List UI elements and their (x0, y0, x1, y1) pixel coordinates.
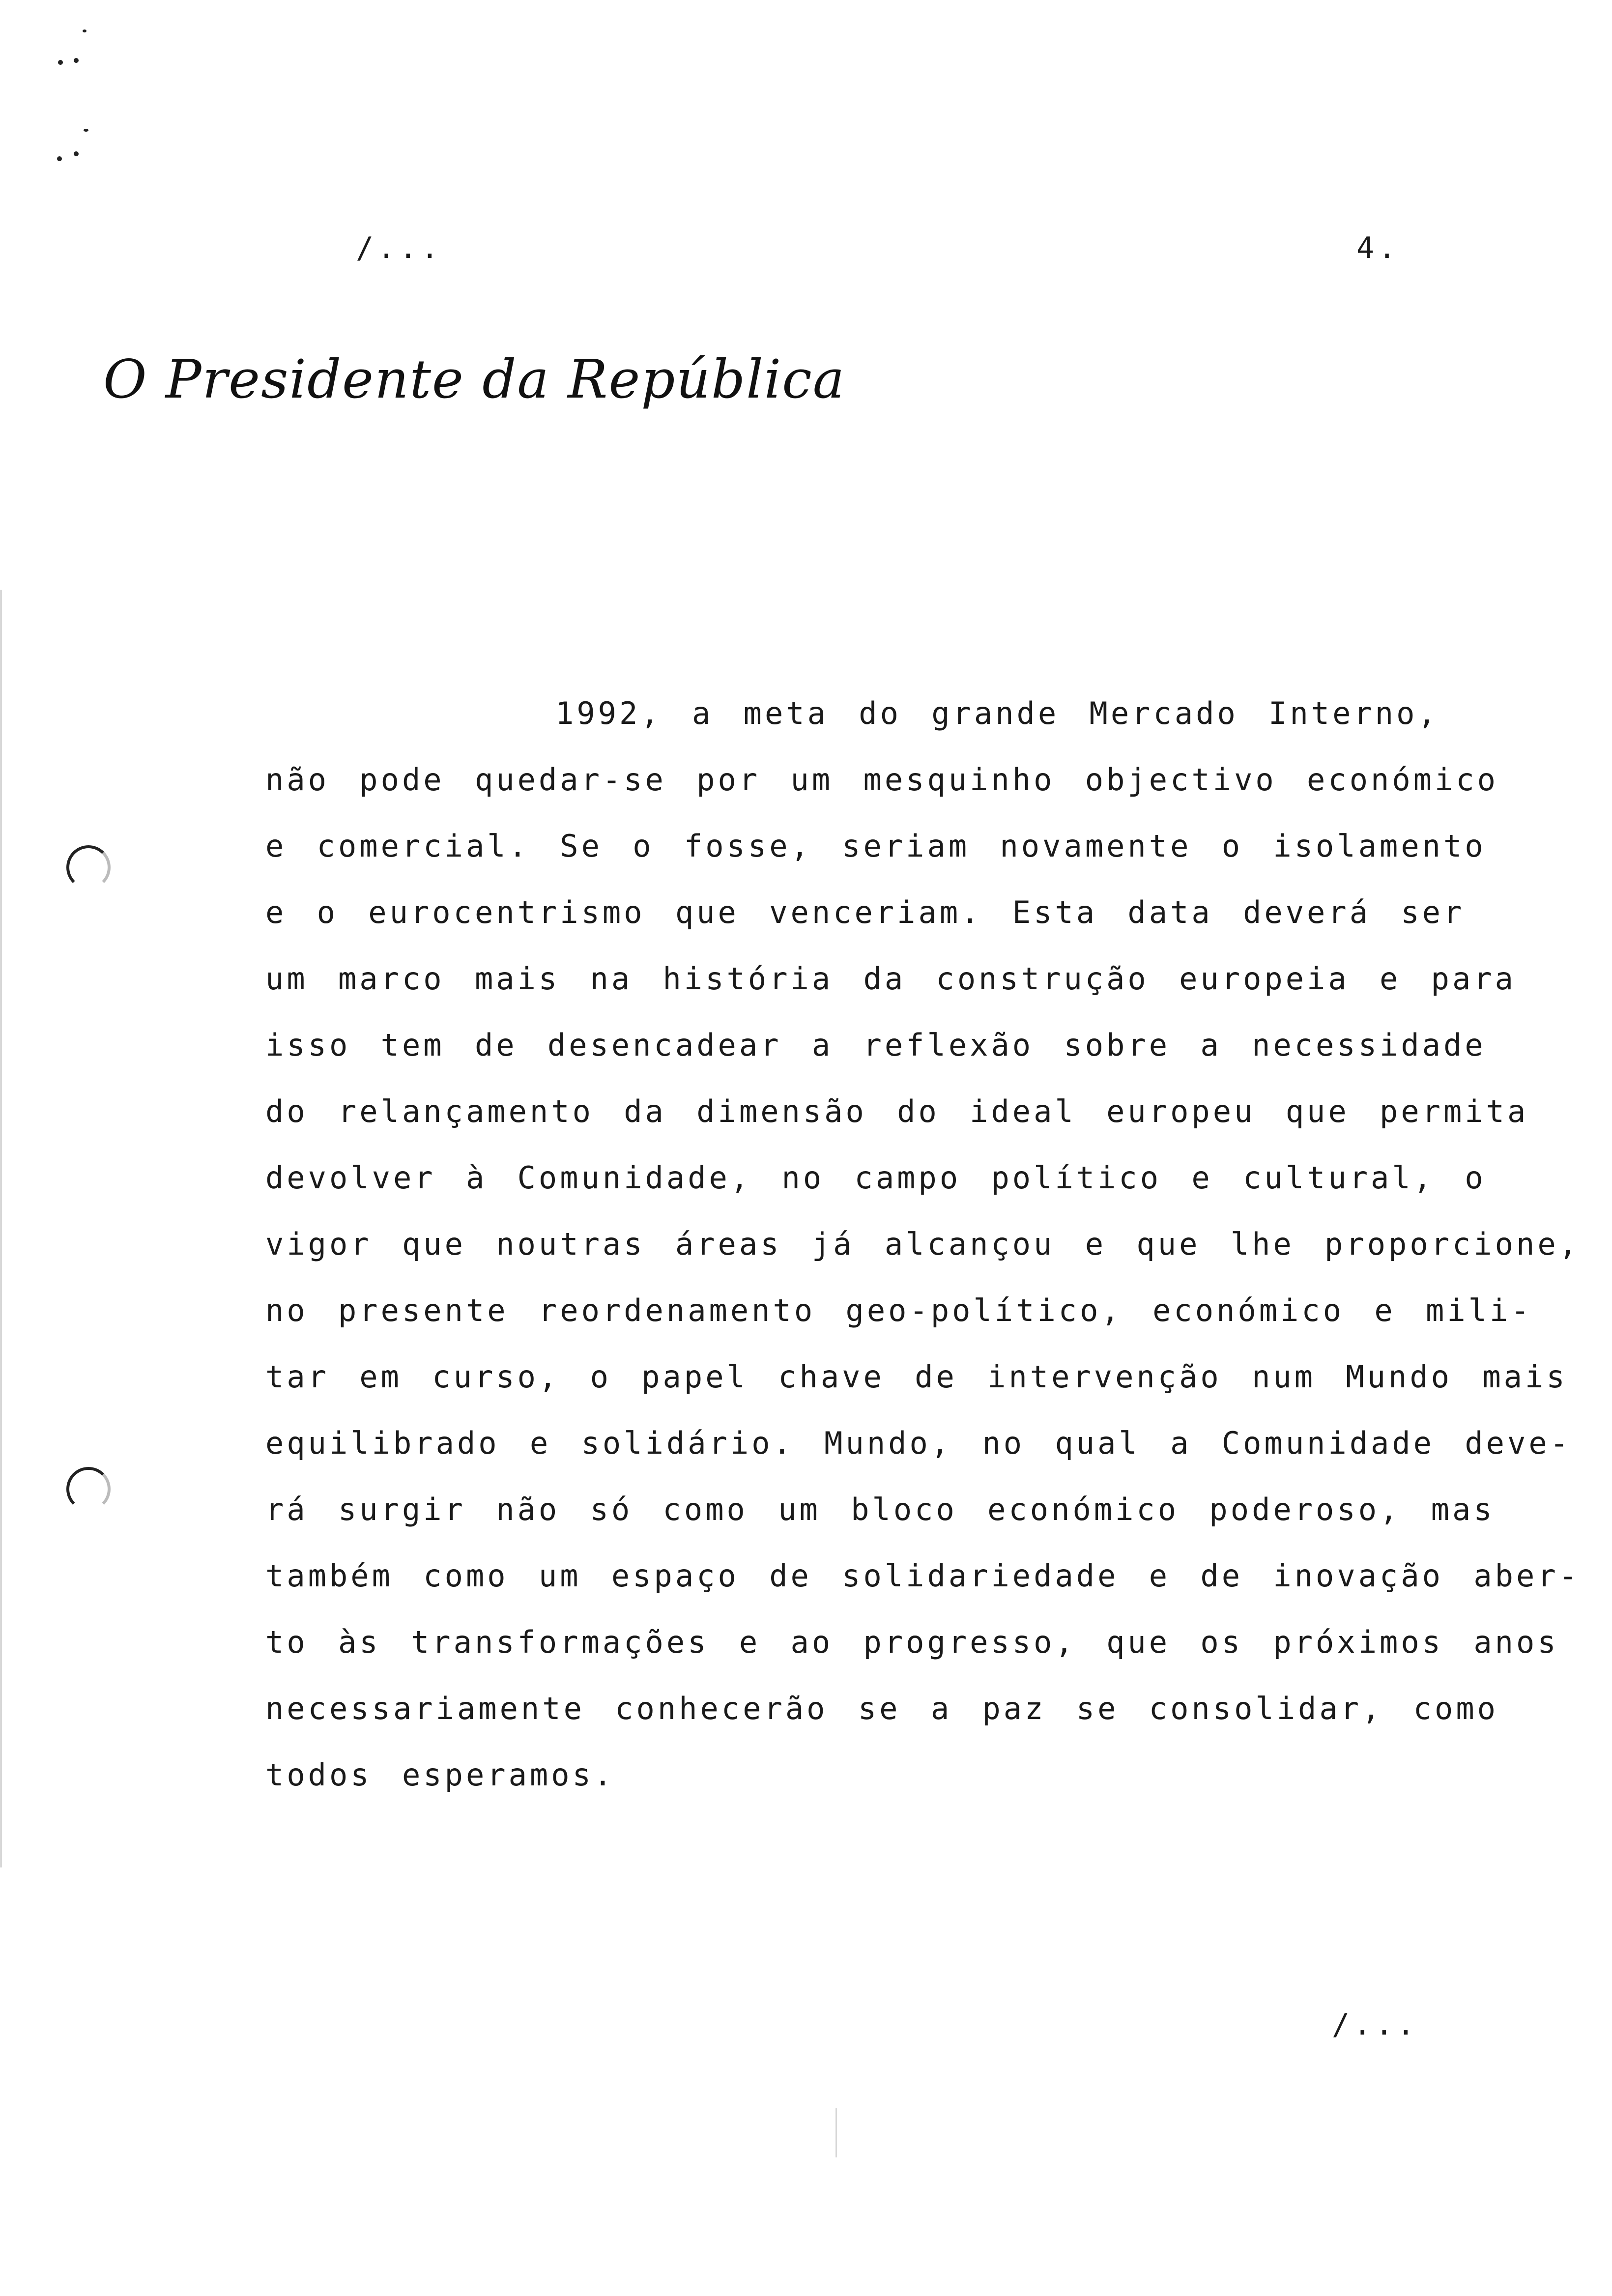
text-line: no presente reordenamento geo-político, económico e mili- (265, 1292, 1532, 1328)
text-line: rá surgir não só como um bloco económico poderoso, mas (265, 1492, 1495, 1527)
continuation-mark-bottom: /... (1332, 2008, 1419, 2042)
scan-speck (74, 58, 79, 63)
continuation-mark-top: /... (356, 231, 443, 265)
scan-speck (58, 60, 63, 65)
text-line: devolver à Comunidade, no campo político e cultural, o (265, 1160, 1486, 1196)
text-line: todos esperamos. (265, 1757, 615, 1793)
text-line: equilibrado e solidário. Mundo, no qual a Comunidade deve- (265, 1425, 1571, 1461)
page-number: 4. (1356, 231, 1400, 265)
text-line: um marco mais na história da construção europeia e para (265, 961, 1516, 997)
text-line: também como um espaço de solidariedade e de inovação aber- (265, 1558, 1580, 1594)
scan-speck (57, 156, 62, 161)
text-line: do relançamento da dimensão do ideal europeu que permita (265, 1093, 1529, 1129)
text-line: e comercial. Se o fosse, seriam novamente o isolamento (265, 828, 1486, 864)
scan-speck (84, 129, 88, 132)
text-line: to às transformações e ao progresso, que os próximos anos (265, 1624, 1559, 1660)
scan-speck (74, 151, 79, 156)
text-line: necessariamente conhecerão se a paz se consolidar, como (265, 1691, 1498, 1726)
scan-edge (0, 590, 2, 1867)
scan-speck (83, 29, 86, 32)
letterhead: O Presidente da República (103, 349, 846, 410)
text-line: vigor que noutras áreas já alcançou e que lhe proporcione, (265, 1226, 1580, 1262)
text-line: isso tem de desencadear a reflexão sobre a necessidade (265, 1027, 1486, 1063)
text-line: tar em curso, o papel chave de intervenção num Mundo mais (265, 1359, 1568, 1395)
text-line: não pode quedar-se por um mesquinho objectivo económico (265, 762, 1498, 798)
punch-hole (66, 845, 111, 890)
scan-edge (835, 2108, 837, 2157)
punch-hole (66, 1467, 111, 1511)
text-line: e o eurocentrismo que venceriam. Esta data deverá ser (265, 894, 1465, 930)
text-line: 1992, a meta do grande Mercado Interno, (555, 695, 1439, 731)
